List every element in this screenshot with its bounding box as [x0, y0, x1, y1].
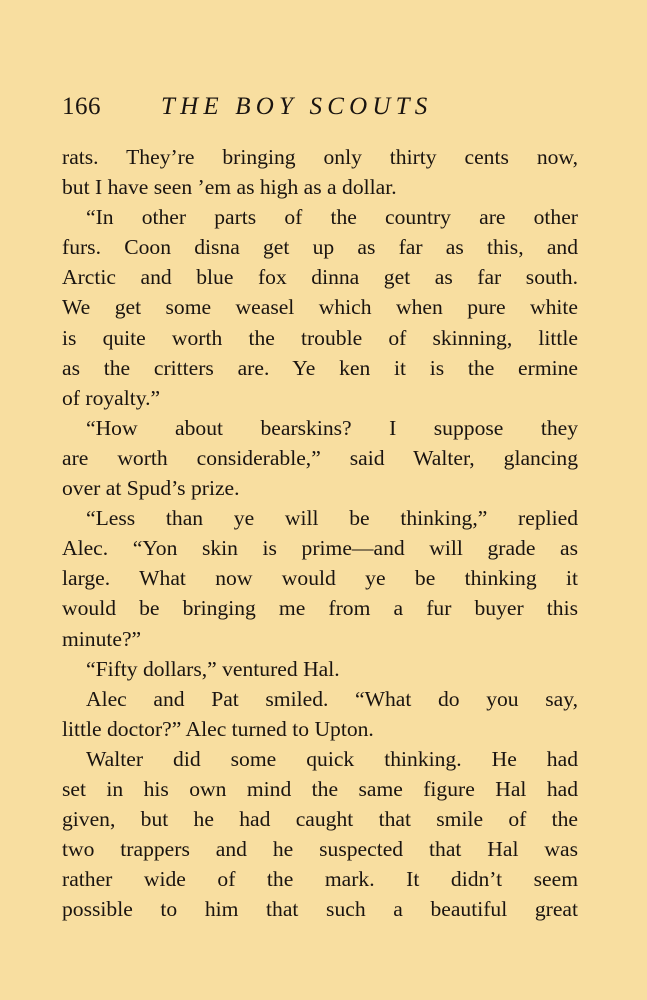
text-line: “In other parts of the country are other: [86, 205, 578, 230]
text-line: Alec. “Yon skin is prime—and will grade as: [62, 536, 578, 561]
text-line: would be bringing me from a fur buyer this: [62, 596, 578, 621]
page-header: [62, 93, 582, 129]
text-line: Walter did some quick thinking. He had: [86, 746, 578, 771]
text-line: Alec and Pat smiled. “What do you say,: [86, 686, 578, 711]
text-line: “Less than ye will be thinking,” replied: [86, 506, 578, 531]
text-line: as the critters are. Ye ken it is the ermine: [62, 355, 578, 380]
text-line: over at Spud’s prize.: [62, 476, 240, 501]
text-line: given, but he had caught that smile of the: [62, 807, 578, 832]
text-line: but I have seen ’em as high as a dollar.: [62, 175, 397, 200]
text-line: set in his own mind the same figure Hal had: [62, 776, 578, 801]
text-line: two trappers and he suspected that Hal was: [62, 837, 578, 862]
text-line: little doctor?” Alec turned to Upton.: [62, 716, 374, 741]
text-line: Arctic and blue fox dinna get as far south.: [62, 265, 578, 290]
text-line: large. What now would ye be thinking it: [62, 566, 578, 591]
text-line: furs. Coon disna get up as far as this, and: [62, 235, 578, 260]
text-line: possible to him that such a beautiful great: [62, 897, 578, 922]
text-line: rather wide of the mark. It didn’t seem: [62, 867, 578, 892]
text-line: “How about bearskins? I suppose they: [86, 415, 578, 440]
text-line: rats. They’re bringing only thirty cents now,: [62, 145, 578, 169]
text-line: minute?”: [62, 626, 142, 651]
text-line: “Fifty dollars,” ventured Hal.: [86, 656, 340, 681]
page-number: 166: [62, 93, 101, 120]
body-text: [62, 142, 578, 924]
text-line: is quite worth the trouble of skinning, little: [62, 325, 578, 350]
running-title: THE BOY SCOUTS: [161, 93, 433, 120]
text-line: are worth considerable,” said Walter, glancing: [62, 445, 578, 470]
text-line: We get some weasel which when pure white: [62, 295, 578, 320]
text-line: of royalty.”: [62, 385, 161, 410]
